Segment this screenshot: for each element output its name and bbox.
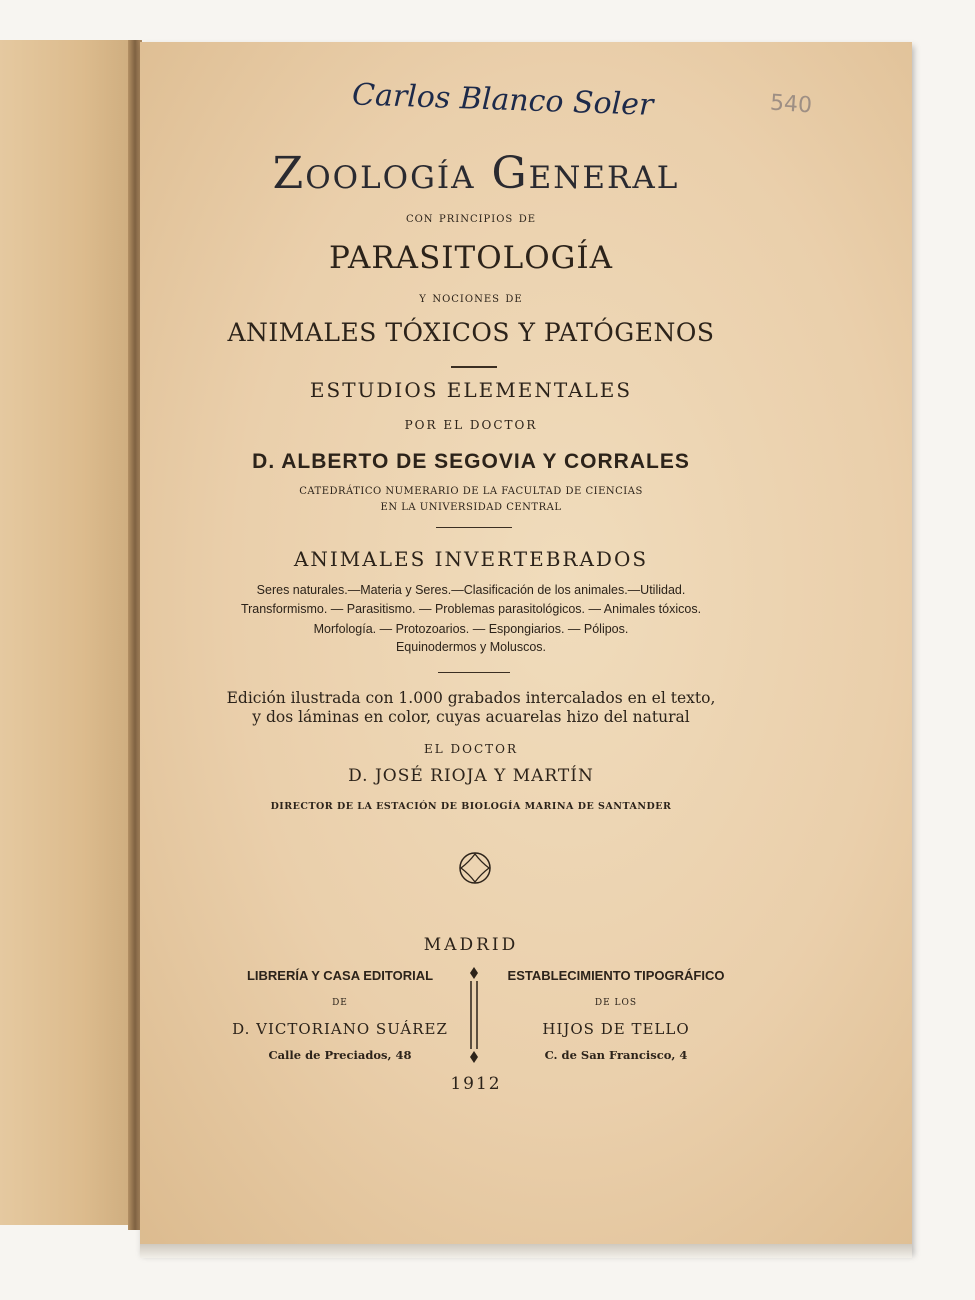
publisher-left-line4: Calle de Preciados, 48 <box>268 1048 412 1062</box>
publisher-left-line1: LIBRERÍA Y CASA EDITORIAL <box>246 968 434 983</box>
edition-note-2: y dos láminas en color, cuyas acuarelas hizo del natural <box>252 708 690 726</box>
by-line: POR EL DOCTOR <box>404 418 538 432</box>
publisher-divider-ornament <box>462 965 486 1065</box>
contents-line: Seres naturales.—Materia y Seres.—Clasificación de los animales.—Utilidad. <box>256 583 686 597</box>
subtitle-parasitology: PARASITOLOGÍA <box>328 240 614 276</box>
edition-note-1: Edición ilustrada con 1.000 grabados intercalados en el texto, <box>226 689 716 707</box>
section-heading: ANIMALES INVERTEBRADOS <box>293 547 649 571</box>
owner-signature: Carlos Blanco Soler <box>351 77 654 123</box>
divider-rule-3 <box>438 672 510 673</box>
publisher-left-line3: D. VICTORIANO SUÁREZ <box>232 1020 448 1038</box>
subtitle-toxic-animals: ANIMALES TÓXICOS Y PATÓGENOS <box>227 318 715 347</box>
studies-heading: ESTUDIOS ELEMENTALES <box>309 378 633 402</box>
quatrefoil-ornament-icon <box>455 848 495 888</box>
contents-line: Transformismo. — Parasitismo. — Problemas parasitológicos. — Animales tóxicos. <box>240 602 702 616</box>
subtitle-connector-1: con principios de <box>405 210 537 226</box>
author-title-1: CATEDRÁTICO NUMERARIO DE LA FACULTAD DE CIENCIAS <box>299 486 643 497</box>
book-title: Zoología General <box>272 148 680 199</box>
illustrator-name: D. JOSÉ RIOJA Y MARTÍN <box>348 766 594 786</box>
publisher-right-line4: C. de San Francisco, 4 <box>544 1048 688 1062</box>
divider-rule-2 <box>436 527 512 528</box>
shelfmark: 540 <box>769 90 813 119</box>
contents-line: Morfología. — Protozoarios. — Espongiarios. — Pólipos. <box>313 622 629 636</box>
illustrator-title: DIRECTOR DE LA ESTACIÓN DE BIOLOGÍA MARINA DE SANTANDER <box>270 801 672 812</box>
author-title-2: EN LA UNIVERSIDAD CENTRAL <box>380 502 562 513</box>
publisher-left-line2: DE <box>332 998 348 1008</box>
city: MADRID <box>423 935 519 955</box>
subtitle-connector-2: y nociones de <box>419 290 523 306</box>
illustrator-by: EL DOCTOR <box>423 742 519 756</box>
author-name: D. ALBERTO DE SEGOVIA Y CORRALES <box>252 450 690 473</box>
divider-rule-1 <box>451 366 497 368</box>
contents-line: Equinodermos y Moluscos. <box>395 640 547 654</box>
publisher-right-line1: ESTABLECIMIENTO TIPOGRÁFICO <box>507 968 725 983</box>
publisher-right-line2: DE LOS <box>594 998 638 1008</box>
publication-year: 1912 <box>450 1074 502 1094</box>
publisher-right-line3: HIJOS DE TELLO <box>542 1020 690 1038</box>
